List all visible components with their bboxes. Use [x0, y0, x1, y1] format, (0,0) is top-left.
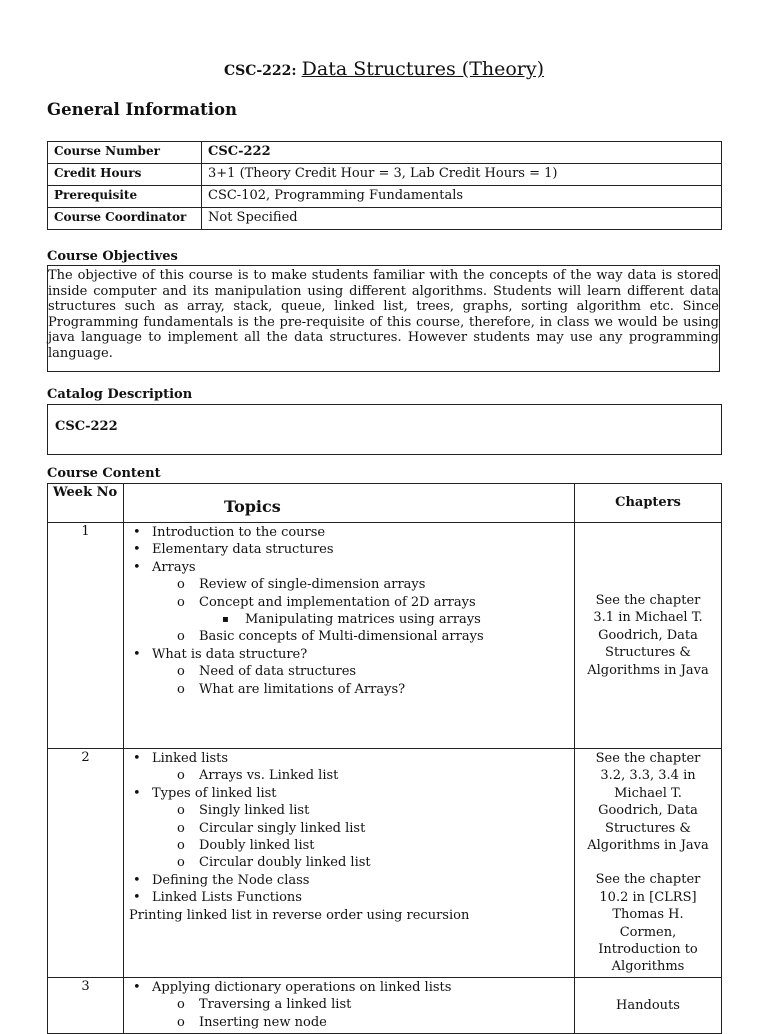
- chapter-reference: See the chapter 10.2 in [CLRS] Thomas H. Cormen, Introduction to Algorithms: [595, 872, 701, 975]
- topic-item: [125, 837, 573, 854]
- bullet-icon: o: [177, 997, 185, 1013]
- content-heading: Course Content: [47, 466, 161, 481]
- objectives-box: [47, 265, 720, 372]
- bullet-icon: •: [133, 890, 141, 906]
- topic-text: Circular doubly linked list: [199, 855, 371, 871]
- info-value: Not Specified: [202, 208, 722, 230]
- week-no-header: Week No: [48, 484, 124, 523]
- topic-item: [125, 524, 573, 541]
- bullet-icon: o: [177, 664, 185, 680]
- topic-text: Linked lists: [152, 751, 229, 766]
- bullet-icon: o: [177, 838, 185, 854]
- topic-item: [125, 785, 573, 802]
- bullet-icon: •: [133, 525, 141, 540]
- info-row: [48, 186, 722, 208]
- week-row: [48, 749, 722, 978]
- topic-item: [125, 802, 573, 819]
- objectives-heading: Course Objectives: [47, 249, 178, 264]
- topic-text: Singly linked list: [199, 803, 310, 819]
- topic-text: Linked Lists Functions: [152, 890, 302, 906]
- week-topics: [124, 977, 575, 1033]
- topic-item: [125, 889, 573, 906]
- topic-item: [125, 681, 573, 698]
- bullet-icon: o: [177, 577, 185, 593]
- topic-text: What are limitations of Arrays?: [199, 681, 406, 697]
- bullet-icon: •: [133, 872, 141, 888]
- info-key: Credit Hours: [48, 164, 202, 186]
- topic-item: [125, 594, 573, 611]
- week-chapters: [575, 749, 722, 978]
- week-topics: [124, 523, 575, 749]
- topic-item: [125, 628, 573, 645]
- week-number: 1: [48, 523, 124, 749]
- catalog-text: CSC-222: [55, 419, 118, 434]
- topic-item: [125, 541, 573, 558]
- bullet-icon: •: [133, 979, 141, 995]
- chapter-reference: Handouts: [616, 997, 680, 1013]
- chapters-header: Chapters: [575, 484, 722, 523]
- topic-text: Printing linked list in reverse order using recursion: [129, 907, 470, 923]
- info-row: [48, 208, 722, 230]
- bullet-icon: •: [133, 542, 141, 558]
- catalog-heading: Catalog Description: [47, 387, 193, 402]
- topic-text: Traversing a linked list: [199, 997, 352, 1013]
- week-number: 2: [48, 749, 124, 978]
- week-chapters: [575, 977, 722, 1033]
- course-code-title: CSC-222:: [223, 63, 297, 79]
- bullet-icon: •: [133, 785, 141, 801]
- objectives-text: The objective of this course is to make students familiar with the concepts of the way data is stored inside computer and its manipulation using different algorithms. Students will learn different data structures such as array, stack, queue, linked list, trees, graphs, sorting algorithm etc. Since Programming fundamentals is the pre-requisite of this course, therefore, in class we would be using java language to implement all the data structures. However students may use any programming language.: [48, 268, 719, 361]
- topic-item: [125, 996, 573, 1013]
- topic-text: Types of linked list: [152, 785, 277, 801]
- topic-text: Defining the Node class: [152, 872, 310, 888]
- bullet-icon: •: [133, 751, 141, 766]
- course-name-title: Data Structures (Theory): [301, 58, 545, 80]
- week-chapters: [575, 523, 722, 749]
- topic-text: Applying dictionary operations on linked lists: [152, 979, 452, 995]
- bullet-icon: o: [177, 1014, 185, 1030]
- topic-text: Elementary data structures: [152, 542, 334, 558]
- bullet-icon: o: [177, 855, 185, 871]
- topic-item: [125, 979, 573, 996]
- topic-item: [125, 559, 573, 576]
- topic-text: Circular singly linked list: [199, 820, 366, 836]
- bullet-icon: o: [177, 681, 185, 697]
- bullet-icon: o: [177, 768, 185, 784]
- chapter-reference: See the chapter 3.2, 3.3, 3.4 in Michael T. Goodrich, Data Structures & Algorithms in Java: [587, 751, 709, 854]
- topic-text: Introduction to the course: [152, 525, 326, 540]
- topic-text: Need of data structures: [199, 664, 357, 680]
- week-row: [48, 977, 722, 1033]
- week-topics: [124, 749, 575, 978]
- info-value: 3+1 (Theory Credit Hour = 3, Lab Credit Hours = 1): [202, 164, 722, 186]
- topic-text: Inserting new node: [199, 1014, 327, 1030]
- topic-text: Manipulating matrices using arrays: [245, 612, 481, 628]
- topics-header: Topics: [124, 484, 575, 523]
- info-row: [48, 142, 722, 164]
- topic-text: Concept and implementation of 2D arrays: [199, 594, 476, 610]
- topic-item: [125, 854, 573, 871]
- topic-text: Basic concepts of Multi-dimensional arrays: [199, 629, 484, 645]
- bullet-icon: ▪: [222, 614, 229, 626]
- week-row: [48, 523, 722, 749]
- chapter-reference: See the chapter 3.1 in Michael T. Goodrich, Data Structures & Algorithms in Java: [587, 592, 709, 678]
- bullet-icon: o: [177, 629, 185, 645]
- topic-item: [125, 750, 573, 767]
- info-row: [48, 164, 722, 186]
- bullet-icon: o: [177, 803, 185, 819]
- topic-item: [125, 646, 573, 663]
- bullet-icon: •: [133, 559, 141, 575]
- topic-item: [125, 767, 573, 784]
- topic-text: Doubly linked list: [199, 838, 315, 854]
- topic-list: [125, 979, 573, 1031]
- topic-item: [125, 611, 573, 628]
- topic-text: What is data structure?: [152, 646, 308, 662]
- topic-item: [125, 1014, 573, 1031]
- topic-item: [125, 663, 573, 680]
- topic-list: [125, 524, 573, 698]
- general-info-heading: General Information: [47, 100, 238, 119]
- week-number: 3: [48, 977, 124, 1033]
- topic-item: [125, 907, 573, 924]
- info-key: Course Coordinator: [48, 208, 202, 230]
- info-key: Course Number: [48, 142, 202, 164]
- document-title: [0, 58, 768, 80]
- course-content-table: [47, 483, 722, 1034]
- topic-text: Arrays: [152, 559, 196, 575]
- topic-text: Arrays vs. Linked list: [199, 768, 339, 784]
- info-key: Prerequisite: [48, 186, 202, 208]
- catalog-box: [47, 404, 722, 455]
- topic-text: Review of single-dimension arrays: [199, 577, 426, 593]
- info-value: CSC-222: [202, 142, 722, 164]
- topic-item: [125, 820, 573, 837]
- topic-item: [125, 576, 573, 593]
- topic-item: [125, 872, 573, 889]
- bullet-icon: o: [177, 594, 185, 610]
- bullet-icon: •: [133, 646, 141, 662]
- info-value: CSC-102, Programming Fundamentals: [202, 186, 722, 208]
- content-header-row: [48, 484, 722, 523]
- bullet-icon: o: [177, 820, 185, 836]
- general-info-table: [47, 141, 722, 230]
- topic-list: [125, 750, 573, 924]
